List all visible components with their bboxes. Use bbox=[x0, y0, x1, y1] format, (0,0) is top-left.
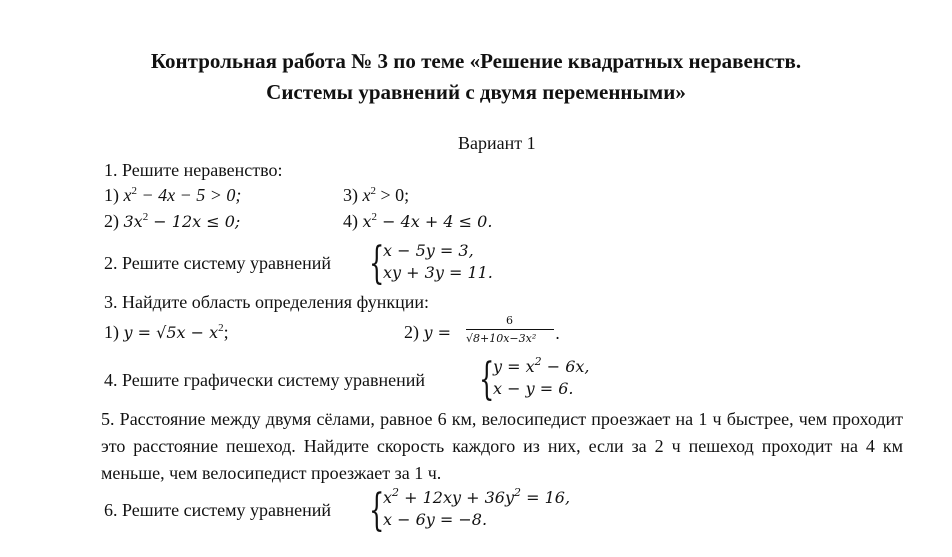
task1-item-1 bbox=[104, 185, 241, 206]
math-exponent: 2 bbox=[392, 486, 400, 499]
task1-item-4 bbox=[343, 211, 492, 232]
math-part: x bbox=[362, 185, 371, 205]
math-part: y = √5x − x bbox=[123, 323, 219, 342]
item-number: 4) bbox=[343, 211, 358, 231]
task1-label: 1. Решите неравенство: bbox=[104, 160, 283, 180]
task4-label: 4. Решите графически систему уравнений bbox=[104, 370, 426, 390]
math-exponent: 2 bbox=[142, 211, 149, 223]
math-part: 3x bbox=[123, 212, 143, 231]
task3-label: 3. Найдите область определения функции: bbox=[104, 292, 430, 312]
math-exponent: 2 bbox=[514, 486, 522, 499]
item-number: 2) bbox=[404, 322, 419, 342]
task2-equation-2: xy + 3y = 11. bbox=[383, 263, 493, 282]
math-part: ; bbox=[223, 322, 229, 342]
math-part: y = bbox=[423, 323, 452, 342]
fraction-denominator: √8+10x−3x² bbox=[466, 332, 537, 345]
task6-label: 6. Решите систему уравнений bbox=[104, 500, 331, 520]
fraction-bar bbox=[466, 329, 554, 330]
brace-icon: { bbox=[369, 485, 385, 536]
math-exponent: 2 bbox=[534, 355, 542, 368]
math-part: + 12xy + 36y bbox=[399, 488, 515, 507]
variant-label: Вариант 1 bbox=[458, 133, 536, 153]
math-part: x bbox=[362, 212, 372, 231]
task4-equation-2: x − y = 6. bbox=[493, 379, 574, 398]
math-exponent: 2 bbox=[371, 211, 378, 223]
math-part: x bbox=[383, 488, 393, 507]
page-title-line-2: Системы уравнений с двумя переменными» bbox=[266, 80, 686, 104]
task4-equation-1 bbox=[493, 357, 590, 376]
item-number: 3) bbox=[343, 185, 358, 205]
item-number: 2) bbox=[104, 211, 119, 231]
brace-icon: { bbox=[479, 354, 495, 405]
item-number: 1) bbox=[104, 322, 119, 342]
math-part: − 4x − 5 > 0; bbox=[137, 185, 242, 205]
fraction-end-period: . bbox=[555, 324, 561, 343]
task3-item-1 bbox=[104, 322, 229, 343]
fraction-numerator: 6 bbox=[506, 314, 513, 327]
math-part: − 6x, bbox=[541, 357, 590, 376]
page-title-line-1: Контрольная работа № 3 по теме «Решение квадратных неравенств. bbox=[150, 49, 802, 73]
task2-label: 2. Решите систему уравнений bbox=[104, 253, 331, 273]
task6-equation-2: x − 6y = −8. bbox=[383, 510, 488, 529]
math-exponent: 2 bbox=[370, 185, 376, 197]
task2-equation-1: x − 5y = 3, bbox=[383, 241, 474, 260]
task5-paragraph: 5. Расстояние между двумя сёлами, равное 6 км, велосипедист проезжает на 1 ч быстрее, чем проходит это расстояние пешеход. Найдите скорость каждого из них, если за 2 ч пешеход проходит на 4 км меньше, чем велосипедист проезжает за 1 ч. bbox=[101, 409, 903, 483]
brace-icon: { bbox=[369, 238, 385, 289]
math-part: > 0; bbox=[376, 185, 410, 205]
math-part: y = x bbox=[493, 357, 535, 376]
item-number: 1) bbox=[104, 185, 119, 205]
math-part: x bbox=[123, 185, 132, 205]
task6-equation-1 bbox=[383, 488, 570, 507]
math-part: = 16, bbox=[521, 488, 571, 507]
math-exponent: 2 bbox=[218, 322, 224, 334]
task1-item-3 bbox=[343, 185, 409, 206]
math-part: − 12x ≤ 0; bbox=[148, 212, 241, 231]
math-part: − 4x + 4 ≤ 0. bbox=[377, 212, 493, 231]
task3-fraction bbox=[466, 314, 561, 354]
task1-item-2 bbox=[104, 211, 240, 232]
task3-item-2-label bbox=[404, 322, 451, 343]
math-exponent: 2 bbox=[131, 185, 137, 197]
